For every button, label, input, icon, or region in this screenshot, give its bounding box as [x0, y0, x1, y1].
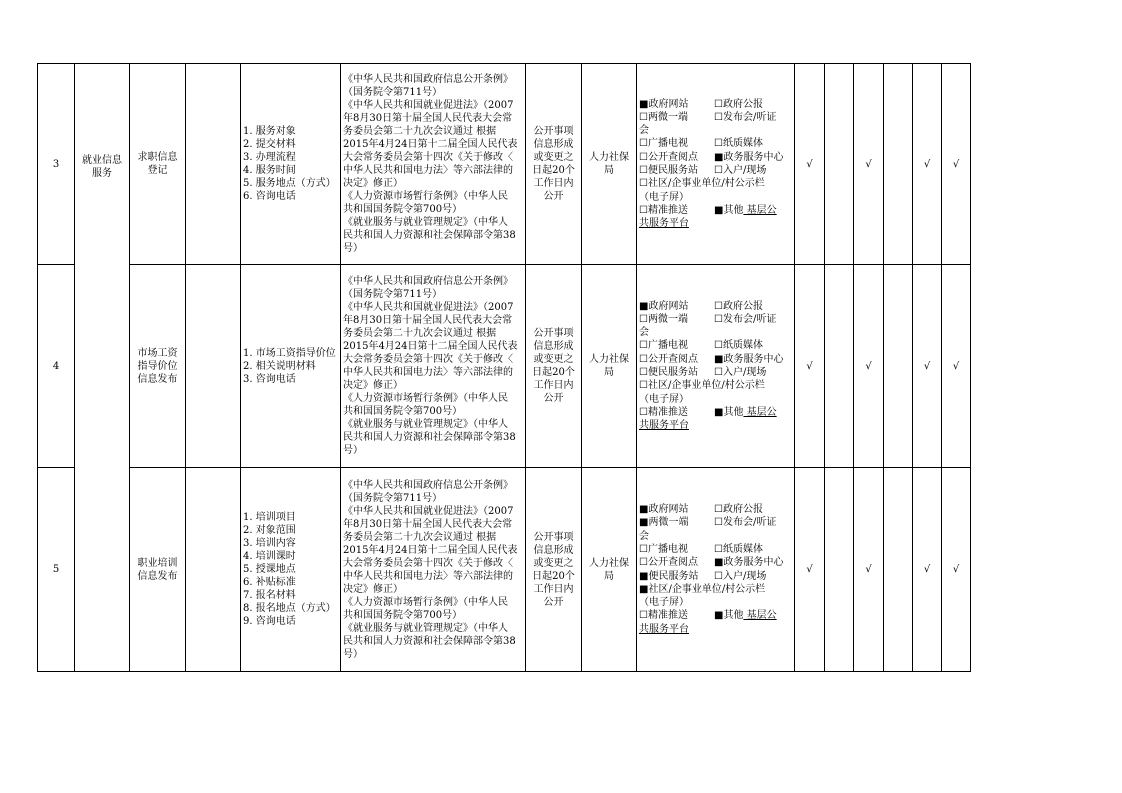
check-cell: √: [854, 468, 884, 672]
channel-option: ☐便民服务站: [639, 165, 698, 176]
basis-line: 年8月30日第十届全国人民代表大会常: [343, 518, 513, 530]
channel-row: [639, 98, 792, 111]
channel-row: [639, 516, 792, 529]
basis-line: 《中华人民共和国政府信息公开条例》: [343, 74, 513, 85]
basis-line: 民共和国人力资源和社会保障部令第38: [343, 230, 516, 241]
content-line: 4. 培训课时: [243, 551, 296, 562]
category-cell: [75, 64, 130, 672]
row-number: 5: [38, 468, 75, 672]
channel-row: [639, 530, 792, 543]
basis-line: 《人力资源市场暂行条例》（中华人民: [343, 393, 508, 404]
empty-cell: [186, 265, 241, 468]
disclosure-time: [526, 468, 582, 672]
empty-cell: [186, 468, 241, 672]
basis-line: 大会常务委员会第十四次《关于修改〈: [343, 557, 513, 569]
time-line: 日起20个: [532, 367, 575, 378]
disclosure-time: [526, 265, 582, 468]
check-cell: √: [795, 64, 825, 265]
basis-line: 民共和国人力资源和社会保障部令第38: [343, 432, 516, 443]
channel-row: [639, 503, 792, 516]
table-row: [38, 265, 1000, 468]
content-line: 3. 咨询电话: [243, 373, 296, 385]
basis-line: （国务院令第711号）: [343, 492, 443, 504]
time-line: 日起20个: [532, 165, 575, 176]
channel-option: ☐纸质媒体: [714, 543, 763, 555]
channel-row: [639, 623, 792, 636]
basis-line: 《就业服务与就业管理规定》（中华人: [343, 217, 508, 228]
item-name-line: 指导价位: [137, 360, 178, 372]
basis-line: 共和国国务院令第700号）: [343, 204, 463, 215]
basis-line: 《中华人民共和国政府信息公开条例》: [343, 276, 513, 287]
channel-row: [639, 313, 792, 326]
time-line: 公开事项: [533, 126, 574, 137]
basis-line: 中华人民共和国电力法〉等六部法律的: [343, 367, 513, 378]
channel-option: ■政府网站: [639, 300, 689, 312]
channel-row: [639, 124, 792, 137]
channel-row: [639, 406, 792, 419]
basis-line: 《人力资源市场暂行条例》（中华人民: [343, 596, 508, 608]
check-cell: √: [795, 265, 825, 468]
check-cell: √: [942, 265, 971, 468]
disclosure-basis: [341, 468, 526, 672]
time-line: 工作日内: [533, 583, 574, 595]
disclosure-content: [241, 64, 341, 265]
channel-option: ☐社区/企事业单位/村公示栏: [639, 380, 765, 392]
channel-option: （电子屏）: [639, 393, 689, 405]
channel-option: ■便民服务站: [639, 570, 699, 582]
channel-row: [639, 191, 792, 204]
content-line: 6. 咨询电话: [243, 191, 296, 202]
item-name-line: 职业培训: [137, 557, 178, 569]
channel-option: ☐政府公报: [714, 300, 763, 312]
basis-line: 大会常务委员会第十四次《关于修改〈: [343, 152, 513, 163]
subject-line: 局: [604, 570, 614, 582]
content-line: 8. 报名地点（方式）: [243, 603, 336, 614]
channel-option: （电子屏）: [639, 191, 689, 203]
channel-option: ☐公开查阅点: [639, 557, 698, 569]
time-line: 信息形成: [533, 341, 574, 352]
basis-line: 民共和国人力资源和社会保障部令第38: [343, 635, 516, 647]
channel-row: [639, 151, 792, 164]
content-line: 1. 培训项目: [243, 512, 296, 523]
check-cell: [825, 265, 854, 468]
subject-line: 局: [604, 367, 614, 378]
subject-line: 人力社保: [589, 152, 629, 163]
channel-option: ☐发布会/听证: [714, 517, 777, 529]
channel-row: [639, 379, 792, 392]
content-line: 7. 报名材料: [243, 590, 296, 601]
content-line: 3. 培训内容: [243, 538, 296, 549]
channel-row: [639, 393, 792, 406]
time-line: 公开事项: [533, 328, 574, 339]
content-line: 6. 补贴标准: [243, 577, 296, 588]
row-number: 3: [38, 64, 75, 265]
basis-line: 《中华人民共和国就业促进法》（2007: [343, 100, 514, 111]
channel-row: [639, 419, 792, 432]
disclosure-content: [241, 468, 341, 672]
basis-line: 《中华人民共和国政府信息公开条例》: [343, 479, 513, 491]
channel-option: ☐纸质媒体: [714, 138, 763, 150]
channel-option: ☐两微一端: [639, 111, 688, 123]
channel-option: ☐广播电视: [639, 543, 688, 555]
item-name-line: 求职信息: [137, 152, 178, 163]
disclosure-table: [37, 63, 1000, 672]
basis-line: 《中华人民共和国就业促进法》（2007: [343, 505, 514, 517]
item-name-line: 信息发布: [137, 373, 178, 385]
check-cell: √: [854, 64, 884, 265]
basis-line: 2015年4月24日第十二届全国人民代表: [343, 544, 518, 556]
disclosure-subject: [582, 64, 637, 265]
time-line: 工作日内: [533, 380, 574, 391]
basis-line: 年8月30日第十届全国人民代表大会常: [343, 113, 513, 124]
disclosure-channels: [637, 265, 795, 468]
check-cell: √: [913, 468, 942, 672]
channel-row: [639, 596, 792, 609]
basis-line: 务委员会第二十九次会议通过 根据: [343, 126, 497, 137]
channel-option: ■政府网站: [639, 504, 689, 516]
channel-option: ☐社区/企事业单位/村公示栏: [639, 178, 765, 190]
basis-line: （国务院令第711号）: [343, 87, 443, 98]
channel-option: ■政府网站: [639, 98, 689, 110]
channel-option: ☐公开查阅点: [639, 353, 698, 365]
check-cell: [825, 468, 854, 672]
basis-line: 务委员会第二十九次会议通过 根据: [343, 328, 497, 339]
content-line: 3. 办理流程: [243, 152, 296, 163]
check-cell: √: [913, 64, 942, 265]
basis-line: 号）: [343, 648, 363, 660]
channel-row: [639, 326, 792, 339]
time-line: 公开: [543, 596, 564, 608]
channel-option: ☐便民服务站: [639, 367, 698, 378]
channel-row: [639, 556, 792, 569]
content-line: 9. 咨询电话: [243, 616, 296, 627]
disclosure-channels: [637, 468, 795, 672]
channel-option: ■政务服务中心: [714, 557, 784, 569]
basis-line: 号）: [343, 445, 363, 456]
basis-line: 决定》修正）: [343, 178, 403, 189]
channel-option: ☐两微一端: [639, 313, 688, 325]
disclosure-content: [241, 265, 341, 468]
channel-option: ☐纸质媒体: [714, 340, 763, 352]
subject-line: 人力社保: [589, 557, 629, 569]
item-name: [130, 468, 186, 672]
disclosure-subject: [582, 468, 637, 672]
item-name-line: 登记: [147, 165, 168, 176]
check-cell: √: [913, 265, 942, 468]
check-cell: [884, 64, 913, 265]
channel-option: ☐入户/现场: [714, 367, 767, 378]
channel-option: 共服务平台: [639, 218, 689, 230]
basis-line: 年8月30日第十届全国人民代表大会常: [343, 315, 513, 326]
content-line: 5. 服务地点（方式）: [243, 178, 336, 189]
time-line: 或变更之: [533, 557, 574, 569]
channel-option: ☐政府公报: [714, 98, 763, 110]
time-line: 公开: [543, 191, 564, 202]
channel-option: ■其他 基层公: [714, 406, 777, 418]
disclosure-basis: [341, 265, 526, 468]
channel-option: ☐精准推送: [639, 204, 688, 216]
subject-line: 人力社保: [589, 354, 629, 365]
channel-option: ■其他 基层公: [714, 610, 777, 622]
channel-row: [639, 300, 792, 313]
content-line: 2. 相关说明材料: [243, 360, 316, 372]
channel-row: [639, 583, 792, 596]
channel-row: [639, 366, 792, 379]
basis-line: 中华人民共和国电力法〉等六部法律的: [343, 165, 513, 176]
channel-option: ☐精准推送: [639, 406, 688, 418]
channel-option: 共服务平台: [639, 420, 689, 432]
basis-line: 2015年4月24日第十二届全国人民代表: [343, 341, 518, 352]
time-line: 或变更之: [533, 354, 574, 365]
basis-line: 共和国国务院令第700号）: [343, 609, 463, 621]
check-cell: [884, 265, 913, 468]
channel-option: 共服务平台: [639, 623, 689, 635]
basis-line: 决定》修正）: [343, 380, 403, 391]
channel-row: [639, 339, 792, 352]
check-cell: [884, 468, 913, 672]
item-name: [130, 64, 186, 265]
channel-row: [639, 164, 792, 177]
content-line: 1. 市场工资指导价位: [243, 347, 336, 359]
basis-line: 共和国国务院令第700号）: [343, 406, 463, 417]
channel-row: [639, 204, 792, 217]
channel-option: ☐公开查阅点: [639, 151, 698, 163]
channel-option: ■社区/企事业单位/村公示栏: [639, 583, 766, 595]
item-name: [130, 265, 186, 468]
channel-option: 会: [639, 327, 649, 339]
basis-line: 2015年4月24日第十二届全国人民代表: [343, 139, 518, 150]
basis-line: 大会常务委员会第十四次《关于修改〈: [343, 354, 513, 365]
channel-option: ☐入户/现场: [714, 165, 767, 176]
channel-option: 会: [639, 125, 649, 137]
basis-line: 决定》修正）: [343, 583, 403, 595]
item-name-line: 信息发布: [137, 570, 178, 582]
channel-option: ☐广播电视: [639, 340, 688, 352]
channel-option: ☐政府公报: [714, 504, 763, 516]
channel-row: [639, 609, 792, 622]
basis-line: （国务院令第711号）: [343, 289, 443, 300]
disclosure-basis: [341, 64, 526, 265]
category-label: 就业信息服务: [82, 155, 122, 179]
channel-option: ☐发布会/听证: [714, 313, 777, 325]
channel-option: （电子屏）: [639, 597, 689, 609]
channel-row: [639, 353, 792, 366]
channel-option: ☐入户/现场: [714, 570, 767, 582]
channel-option: 会: [639, 530, 649, 542]
time-line: 日起20个: [532, 570, 575, 582]
content-line: 2. 对象范围: [243, 525, 296, 536]
channel-option: ☐广播电视: [639, 138, 688, 150]
time-line: 或变更之: [533, 152, 574, 163]
time-line: 公开事项: [533, 531, 574, 543]
disclosure-channels: [637, 64, 795, 265]
channel-option: ☐发布会/听证: [714, 111, 777, 123]
content-line: 4. 服务时间: [243, 165, 296, 176]
check-cell: [825, 64, 854, 265]
channel-row: [639, 177, 792, 190]
basis-line: 《就业服务与就业管理规定》（中华人: [343, 622, 508, 634]
basis-line: 号）: [343, 243, 363, 254]
channel-row: [639, 217, 792, 230]
basis-line: 《中华人民共和国就业促进法》（2007: [343, 302, 514, 313]
channel-row: [639, 543, 792, 556]
check-cell: √: [854, 265, 884, 468]
check-cell: √: [795, 468, 825, 672]
empty-cell: [186, 64, 241, 265]
table-row: [38, 64, 1000, 265]
basis-line: 中华人民共和国电力法〉等六部法律的: [343, 570, 513, 582]
time-line: 工作日内: [533, 178, 574, 189]
channel-option: ■政务服务中心: [714, 151, 784, 163]
time-line: 信息形成: [533, 139, 574, 150]
disclosure-time: [526, 64, 582, 265]
channel-option: ■政务服务中心: [714, 353, 784, 365]
check-cell: √: [942, 64, 971, 265]
time-line: 公开: [543, 393, 564, 404]
content-line: 5. 授课地点: [243, 564, 296, 575]
content-line: 2. 提交材料: [243, 139, 296, 150]
channel-row: [639, 137, 792, 150]
basis-line: 《就业服务与就业管理规定》（中华人: [343, 419, 508, 430]
row-number: 4: [38, 265, 75, 468]
disclosure-subject: [582, 265, 637, 468]
channel-row: [639, 111, 792, 124]
subject-line: 局: [604, 165, 614, 176]
channel-option: ■两微一端: [639, 517, 689, 529]
channel-option: ■其他 基层公: [714, 204, 777, 216]
time-line: 信息形成: [533, 544, 574, 556]
check-cell: √: [942, 468, 971, 672]
channel-option: ☐精准推送: [639, 610, 688, 622]
basis-line: 《人力资源市场暂行条例》（中华人民: [343, 191, 508, 202]
basis-line: 务委员会第二十九次会议通过 根据: [343, 531, 497, 543]
channel-row: [639, 570, 792, 583]
table-row: [38, 468, 1000, 672]
item-name-line: 市场工资: [137, 347, 178, 359]
content-line: 1. 服务对象: [243, 126, 296, 137]
